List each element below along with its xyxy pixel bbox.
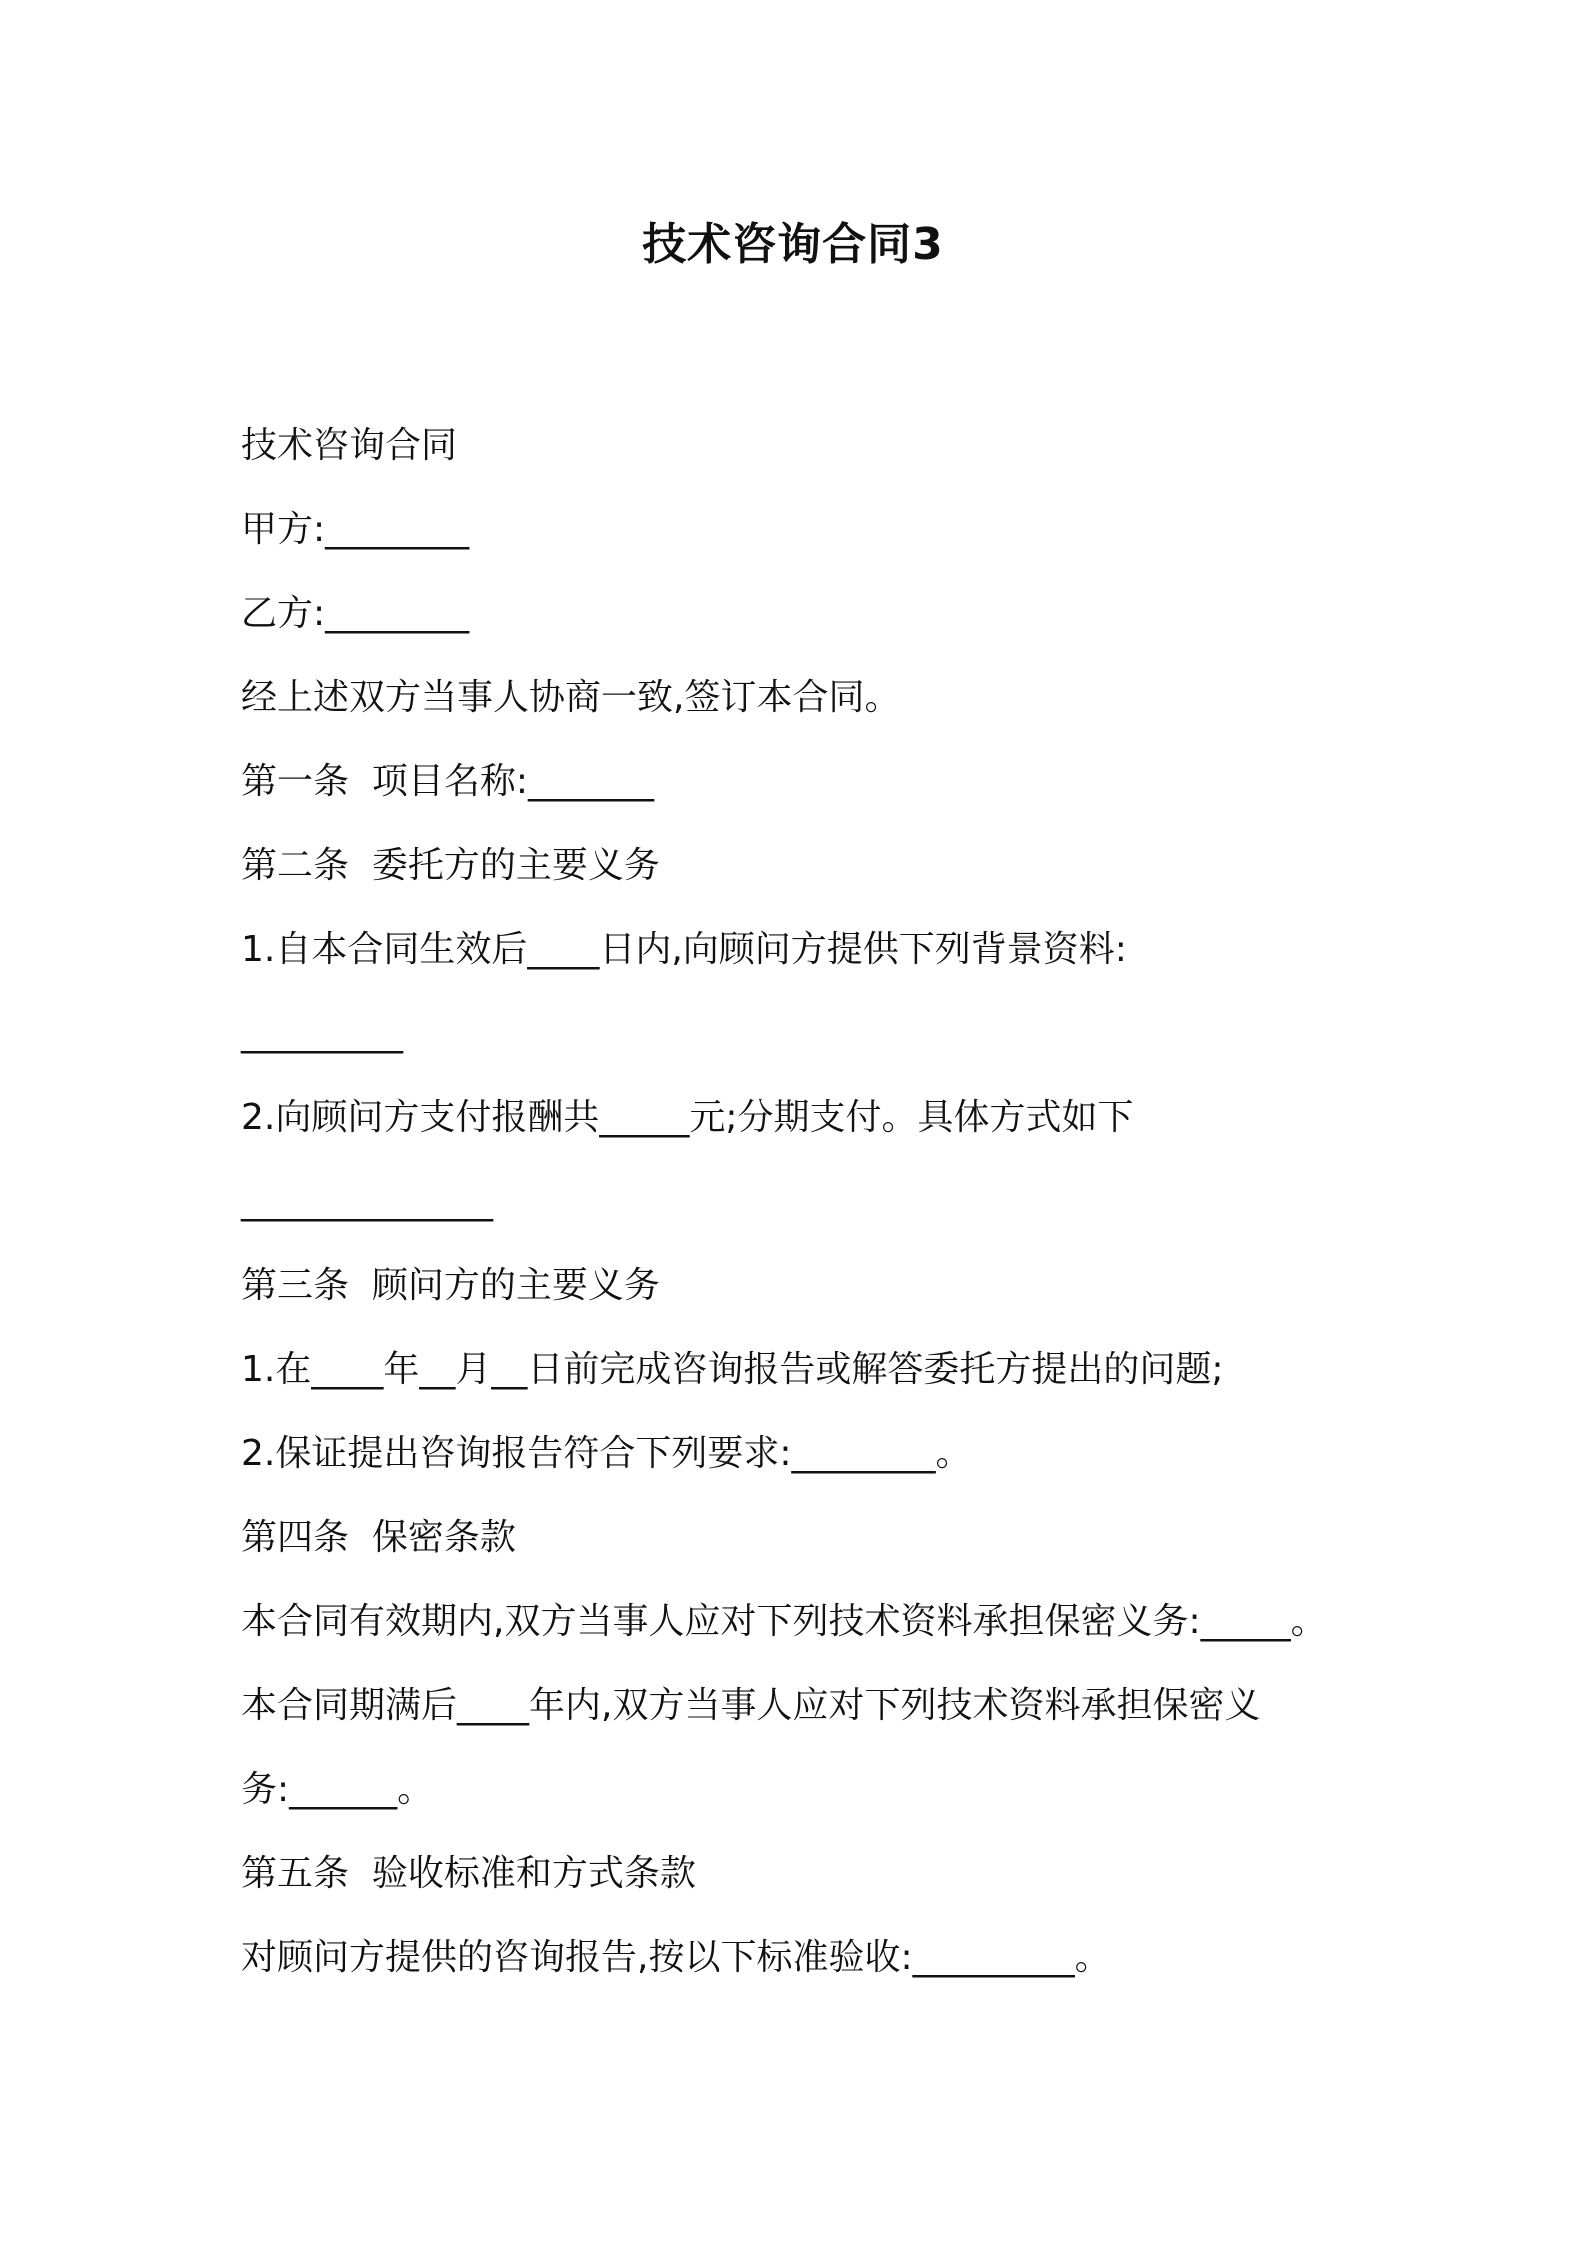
document-title: 技术咨询合同3 <box>642 219 944 270</box>
article-2-heading: 第二条 委托方的主要义务 <box>241 845 660 886</box>
article-5-acceptance-standard: 对顾问方提供的咨询报告,按以下标准验收:_________。 <box>241 1937 1111 1978</box>
party-a-line: 甲方:________ <box>241 509 470 550</box>
article-4-confidentiality-term: 本合同有效期内,双方当事人应对下列技术资料承担保密义务:_____。 <box>241 1601 1327 1642</box>
article-2-clause-2-blank: ______________ <box>241 1181 493 1222</box>
article-4-heading: 第四条 保密条款 <box>241 1517 516 1558</box>
article-3-clause-1: 1.在____年__月__日前完成咨询报告或解答委托方提出的问题; <box>241 1349 1224 1390</box>
agreement-statement: 经上述双方当事人协商一致,签订本合同。 <box>241 677 901 718</box>
article-2-clause-1-blank: _________ <box>241 1013 403 1054</box>
article-1-project-name: 第一条 项目名称:_______ <box>241 761 655 802</box>
article-4-post-term-line-2: 务:______。 <box>241 1769 434 1810</box>
article-3-heading: 第三条 顾问方的主要义务 <box>241 1265 660 1306</box>
document-body <box>241 404 1401 2000</box>
article-2-clause-1: 1.自本合同生效后____日内,向顾问方提供下列背景资料: <box>241 929 1127 970</box>
party-b-line: 乙方:________ <box>241 593 470 634</box>
article-2-clause-2: 2.向顾问方支付报酬共_____元;分期支付。具体方式如下 <box>241 1097 1134 1138</box>
article-5-heading: 第五条 验收标准和方式条款 <box>241 1853 696 1894</box>
article-4-post-term-line-1: 本合同期满后____年内,双方当事人应对下列技术资料承担保密义 <box>241 1685 1261 1726</box>
contract-heading: 技术咨询合同 <box>241 425 458 466</box>
article-3-clause-2: 2.保证提出咨询报告符合下列要求:________。 <box>241 1433 972 1474</box>
